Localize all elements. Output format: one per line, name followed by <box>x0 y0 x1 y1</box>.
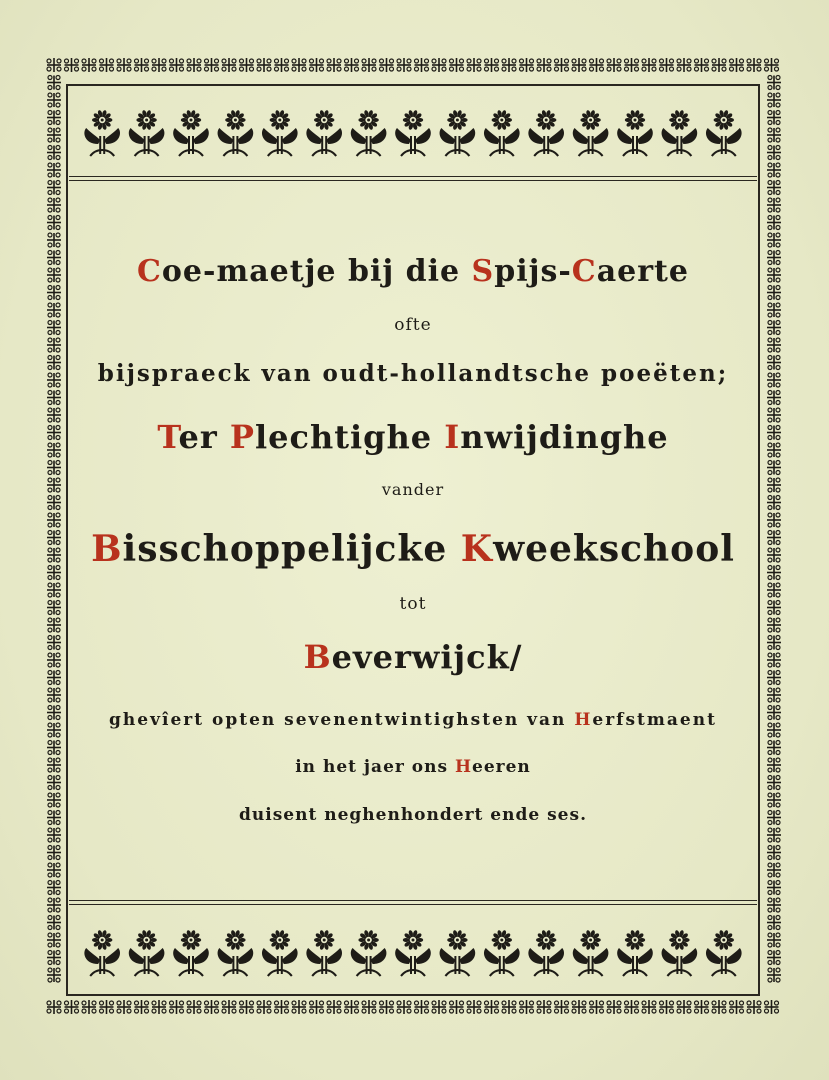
fleuron-icon <box>767 951 781 965</box>
fleuron-icon <box>47 811 61 825</box>
fleuron-icon <box>345 58 359 72</box>
fleuron-icon <box>660 1000 674 1014</box>
fleuron-icon <box>47 653 61 667</box>
fleuron-icon <box>767 146 781 160</box>
fleuron-icon <box>555 1000 569 1014</box>
fleuron-icon <box>65 1000 79 1014</box>
fleuron-icon <box>47 776 61 790</box>
fleuron-icon <box>222 58 236 72</box>
fleuron-icon <box>485 1000 499 1014</box>
fleuron-icon <box>767 111 781 125</box>
fleuron-icon <box>380 1000 394 1014</box>
fleuron-icon <box>205 1000 219 1014</box>
fleuron-icon <box>467 58 481 72</box>
fleuron-icon <box>47 93 61 107</box>
fleuron-icon <box>47 863 61 877</box>
fleuron-icon <box>47 758 61 772</box>
flower-icon <box>262 110 298 156</box>
fleuron-icon <box>47 496 61 510</box>
date-line-2: in het jaer ons Heeren <box>295 757 531 777</box>
fleuron-icon <box>152 1000 166 1014</box>
title-line: Coe-maetje bij die Spijs-Caerte <box>137 254 689 289</box>
fleuron-icon <box>767 181 781 195</box>
fleuron-icon <box>767 356 781 370</box>
flower-band-bottom <box>80 918 746 982</box>
fleuron-icon <box>47 846 61 860</box>
fleuron-icon <box>47 461 61 475</box>
flower-icon <box>617 110 653 156</box>
fleuron-icon <box>767 758 781 772</box>
fleuron-icon <box>47 636 61 650</box>
fleuron-icon <box>292 58 306 72</box>
fleuron-icon <box>187 1000 201 1014</box>
fleuron-icon <box>767 93 781 107</box>
fleuron-icon <box>362 58 376 72</box>
ofte-line: ofte <box>394 315 432 335</box>
fleuron-icon <box>47 618 61 632</box>
fleuron-icon <box>555 58 569 72</box>
fleuron-icon <box>767 636 781 650</box>
fleuron-icon <box>767 566 781 580</box>
fleuron-icon <box>47 338 61 352</box>
fleuron-icon <box>47 688 61 702</box>
fleuron-icon <box>47 968 61 982</box>
fleuron-icon <box>767 741 781 755</box>
fleuron-icon <box>397 1000 411 1014</box>
fleuron-icon <box>767 548 781 562</box>
fleuron-icon <box>767 811 781 825</box>
fleuron-icon <box>747 58 761 72</box>
frame-divider-bottom-2 <box>69 904 757 905</box>
fleuron-icon <box>362 1000 376 1014</box>
flower-icon <box>218 930 254 976</box>
fleuron-icon <box>767 723 781 737</box>
fleuron-icon <box>677 1000 691 1014</box>
fleuron-icon <box>467 1000 481 1014</box>
fleuron-icon <box>767 251 781 265</box>
fleuron-icon <box>47 356 61 370</box>
fleuron-icon <box>767 391 781 405</box>
fleuron-icon <box>767 321 781 335</box>
date-line-3: duisent neghenhondert ende ses. <box>239 805 587 825</box>
place-line: Beverwijck/ <box>303 638 523 676</box>
fleuron-icon <box>765 1000 779 1014</box>
flower-icon <box>395 110 431 156</box>
fleuron-icon <box>275 1000 289 1014</box>
fleuron-icon <box>47 1000 61 1014</box>
fleuron-icon <box>47 111 61 125</box>
fleuron-icon <box>767 968 781 982</box>
fleuron-icon <box>767 776 781 790</box>
fleuron-icon <box>257 1000 271 1014</box>
fleuron-icon <box>767 268 781 282</box>
fleuron-icon <box>767 163 781 177</box>
fleuron-icon <box>310 58 324 72</box>
fleuron-icon <box>607 58 621 72</box>
flower-icon <box>351 110 387 156</box>
fleuron-icon <box>100 1000 114 1014</box>
fleuron-icon <box>222 1000 236 1014</box>
tot-line: tot <box>399 594 427 614</box>
fleuron-icon <box>47 426 61 440</box>
fleuron-icon <box>415 1000 429 1014</box>
fleuron-icon <box>47 566 61 580</box>
fleuron-icon <box>327 1000 341 1014</box>
fleuron-icon <box>695 1000 709 1014</box>
fleuron-icon <box>767 898 781 912</box>
fleuron-icon <box>47 828 61 842</box>
fleuron-icon <box>767 426 781 440</box>
fleuron-icon <box>767 881 781 895</box>
flower-icon <box>484 930 520 976</box>
fleuron-icon <box>397 58 411 72</box>
fleuron-icon <box>47 286 61 300</box>
flower-icon <box>129 930 165 976</box>
fleuron-icon <box>47 478 61 492</box>
fleuron-icon <box>432 1000 446 1014</box>
fleuron-icon <box>432 58 446 72</box>
fleuron-icon <box>767 128 781 142</box>
fleuron-icon <box>47 723 61 737</box>
fleuron-icon <box>767 916 781 930</box>
fleuron-icon <box>47 181 61 195</box>
fleuron-icon <box>450 58 464 72</box>
fleuron-icon <box>767 688 781 702</box>
fleuron-icon <box>642 58 656 72</box>
fleuron-icon <box>47 916 61 930</box>
fleuron-icon <box>47 128 61 142</box>
fleuron-icon <box>767 601 781 615</box>
fleuron-icon <box>240 1000 254 1014</box>
fleuron-icon <box>590 1000 604 1014</box>
fleuron-icon <box>47 881 61 895</box>
fleuron-icon <box>240 58 254 72</box>
fleuron-icon <box>170 1000 184 1014</box>
fleuron-icon <box>82 1000 96 1014</box>
fleuron-icon <box>450 1000 464 1014</box>
frame-divider-bottom <box>69 900 757 901</box>
fleuron-icon <box>767 513 781 527</box>
fleuron-icon <box>767 846 781 860</box>
fleuron-icon <box>767 933 781 947</box>
fleuron-icon <box>765 58 779 72</box>
fleuron-icon <box>572 58 586 72</box>
fleuron-icon <box>767 443 781 457</box>
fleuron-icon <box>47 706 61 720</box>
fleuron-icon <box>47 951 61 965</box>
fleuron-icon <box>47 443 61 457</box>
fleuron-icon <box>47 163 61 177</box>
fleuron-icon <box>767 373 781 387</box>
fleuron-icon <box>767 233 781 247</box>
fleuron-icon <box>767 496 781 510</box>
fleuron-icon <box>117 1000 131 1014</box>
fleuron-icon <box>47 146 61 160</box>
fleuron-icon <box>47 671 61 685</box>
fleuron-icon <box>47 391 61 405</box>
fleuron-icon <box>625 1000 639 1014</box>
fleuron-icon <box>572 1000 586 1014</box>
fleuron-icon <box>767 583 781 597</box>
fleuron-icon <box>502 1000 516 1014</box>
fleuron-icon <box>767 671 781 685</box>
fleuron-icon <box>767 198 781 212</box>
fleuron-icon <box>730 58 744 72</box>
fleuron-icon <box>47 601 61 615</box>
fleuron-icon <box>712 58 726 72</box>
fleuron-icon <box>47 303 61 317</box>
fleuron-icon <box>47 76 61 90</box>
fleuron-icon <box>47 408 61 422</box>
fleuron-icon <box>47 373 61 387</box>
flower-icon <box>706 110 742 156</box>
flower-icon <box>617 930 653 976</box>
fleuron-icon <box>767 216 781 230</box>
fleuron-icon <box>537 58 551 72</box>
flower-icon <box>706 930 742 976</box>
frame-divider-top <box>69 176 757 177</box>
fleuron-icon <box>187 58 201 72</box>
fleuron-icon <box>607 1000 621 1014</box>
fleuron-icon <box>695 58 709 72</box>
fleuron-icon <box>767 338 781 352</box>
fleuron-icon <box>327 58 341 72</box>
fleuron-icon <box>767 706 781 720</box>
flower-icon <box>662 930 698 976</box>
fleuron-icon <box>767 303 781 317</box>
flower-icon <box>218 110 254 156</box>
flower-icon <box>528 930 564 976</box>
fleuron-icon <box>257 58 271 72</box>
fleuron-icon <box>730 1000 744 1014</box>
fleuron-icon <box>767 478 781 492</box>
fleuron-icon <box>767 828 781 842</box>
fleuron-icon <box>380 58 394 72</box>
school-line: Bisschoppelijcke Kweekschool <box>91 528 735 570</box>
flower-icon <box>84 930 120 976</box>
fleuron-icon <box>767 76 781 90</box>
fleuron-icon <box>135 58 149 72</box>
flower-icon <box>662 110 698 156</box>
fleuron-icon <box>660 58 674 72</box>
flower-icon <box>484 110 520 156</box>
fleuron-icon <box>117 58 131 72</box>
fleuron-icon <box>747 1000 761 1014</box>
fleuron-icon <box>415 58 429 72</box>
fleuron-icon <box>642 1000 656 1014</box>
flower-icon <box>262 930 298 976</box>
fleuron-icon <box>677 58 691 72</box>
fleuron-icon <box>47 216 61 230</box>
flower-icon <box>84 110 120 156</box>
fleuron-icon <box>537 1000 551 1014</box>
flower-icon <box>440 110 476 156</box>
fleuron-icon <box>135 1000 149 1014</box>
fleuron-icon <box>65 58 79 72</box>
date-line-1: ghevîert opten sevenentwintighsten van Herfstmaent <box>109 710 717 730</box>
fleuron-icon <box>205 58 219 72</box>
fleuron-icon <box>47 513 61 527</box>
fleuron-icon <box>47 741 61 755</box>
flower-icon <box>573 110 609 156</box>
fleuron-icon <box>82 58 96 72</box>
fleuron-icon <box>292 1000 306 1014</box>
fleuron-icon <box>47 898 61 912</box>
fleuron-icon <box>485 58 499 72</box>
fleuron-icon <box>767 461 781 475</box>
flower-band-top <box>80 98 746 162</box>
bijspraeck-line: bijspraeck van oudt-hollandtsche poeëten; <box>97 360 729 387</box>
fleuron-icon <box>345 1000 359 1014</box>
fleuron-icon <box>47 233 61 247</box>
fleuron-icon <box>152 58 166 72</box>
fleuron-icon <box>47 251 61 265</box>
fleuron-icon <box>520 1000 534 1014</box>
flower-icon <box>306 930 342 976</box>
fleuron-icon <box>170 58 184 72</box>
fleuron-icon <box>767 793 781 807</box>
fleuron-icon <box>767 531 781 545</box>
frame-divider-top-2 <box>69 180 757 181</box>
fleuron-icon <box>47 548 61 562</box>
flower-icon <box>573 930 609 976</box>
fleuron-icon <box>47 268 61 282</box>
fleuron-icon <box>625 58 639 72</box>
fleuron-icon <box>767 408 781 422</box>
fleuron-icon <box>590 58 604 72</box>
fleuron-icon <box>767 863 781 877</box>
fleuron-icon <box>47 583 61 597</box>
fleuron-icon <box>275 58 289 72</box>
fleuron-icon <box>767 653 781 667</box>
flower-icon <box>173 110 209 156</box>
vander-line: vander <box>381 480 445 499</box>
fleuron-icon <box>520 58 534 72</box>
fleuron-icon <box>767 618 781 632</box>
flower-icon <box>129 110 165 156</box>
fleuron-icon <box>100 58 114 72</box>
fleuron-icon <box>767 286 781 300</box>
flower-icon <box>395 930 431 976</box>
fleuron-icon <box>47 58 61 72</box>
flower-icon <box>528 110 564 156</box>
fleuron-icon <box>47 793 61 807</box>
fleuron-icon <box>47 531 61 545</box>
flower-icon <box>351 930 387 976</box>
fleuron-icon <box>47 321 61 335</box>
flower-icon <box>173 930 209 976</box>
fleuron-icon <box>47 198 61 212</box>
ter-inwijdinghe-line: Ter Plechtighe Inwijdinghe <box>157 418 669 456</box>
fleuron-icon <box>712 1000 726 1014</box>
fleuron-icon <box>502 58 516 72</box>
fleuron-icon <box>310 1000 324 1014</box>
flower-icon <box>306 110 342 156</box>
fleuron-icon <box>47 933 61 947</box>
flower-icon <box>440 930 476 976</box>
